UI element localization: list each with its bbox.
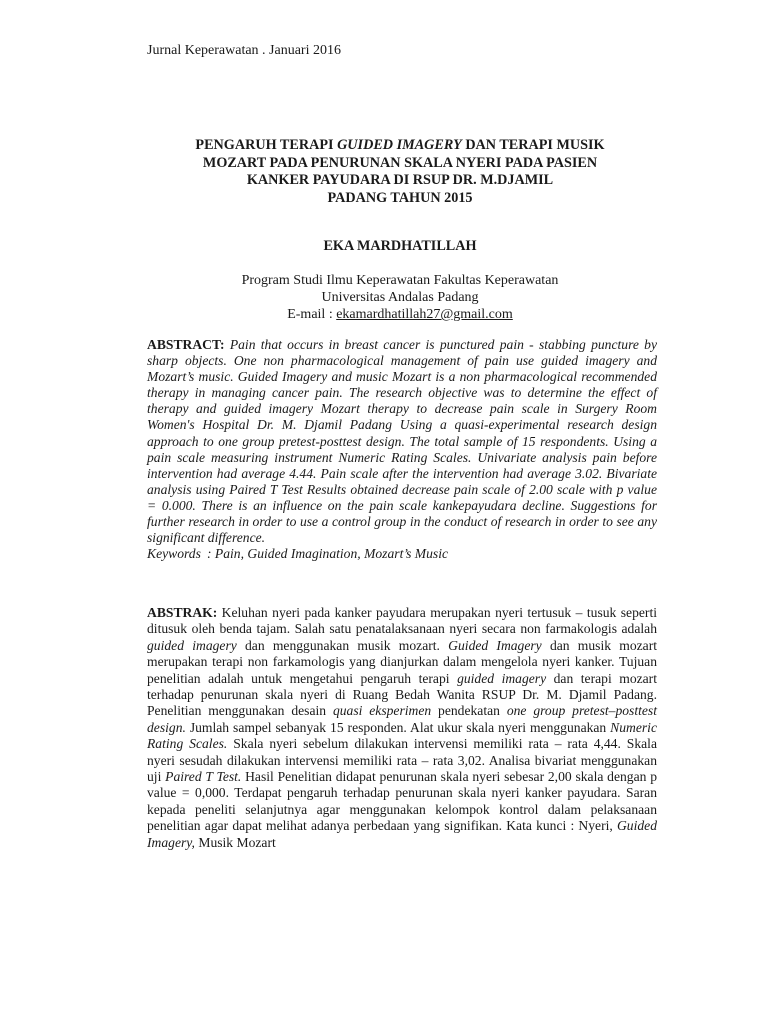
title-text: DAN TERAPI MUSIK — [461, 137, 605, 153]
title-italic-term: GUIDED IMAGERY — [337, 137, 462, 153]
author-name: EKA MARDHATILLAH — [323, 238, 477, 254]
abstract-indonesian — [147, 605, 657, 851]
abstract-italic-term: one group pretest–posttest design. — [147, 703, 657, 735]
title-line-3: KANKER PAYUDARA DI RSUP DR. M.DJAMIL — [246, 172, 554, 188]
abstract-italic-term: Guided Imagery — [448, 637, 542, 653]
email-label: E-mail : — [287, 307, 337, 322]
abstract-italic-term: guided imagery — [147, 637, 237, 653]
title-line-1 — [140, 137, 660, 155]
abstract-italic-term: guided imagery — [457, 670, 547, 686]
affiliation-block — [140, 272, 660, 323]
email-link[interactable]: ekamardhatillah27@gmail.com — [336, 307, 513, 322]
abstract-text: dan menggunakan musik mozart. — [236, 637, 449, 653]
abstract-text: Hasil Penelitian didapat penurunan skala nyeri sebesar 2,00 skala dengan p value = 0,000. Terdapat pengaruh terhadap penurunan skala nyeri kanker payudara. Saran kepada peneliti selanjutnya agar menggunakan kelompok kontrol dalam pelaksanaan penelitian agar dapat melihat adanya perbedaan yang signifikan. Kata kunci : Nyeri, — [147, 769, 658, 834]
keywords-text: : Pain, Guided Imagination, Mozart’s Music — [207, 546, 449, 562]
abstract-text: pendekatan — [431, 703, 507, 719]
affiliation-program: Program Studi Ilmu Keperawatan Fakultas Keperawatan — [241, 273, 559, 288]
title-line-4: PADANG TAHUN 2015 — [327, 189, 473, 206]
abstract-english — [147, 337, 657, 562]
abstract-text: Musik Mozart — [194, 834, 276, 850]
abstract-italic-term: Numeric Rating Scales. — [147, 719, 657, 752]
affiliation-email-line — [140, 306, 660, 323]
abstract-italic-term: quasi eksperimen — [332, 703, 432, 719]
abstract-english-text: Pain that occurs in breast cancer is punctured pain - stabbing puncture by sharp objects. One non pharmacological management of pain use guided imagery and Mozart’s music. Guided Imagery and music Mozart is a non pharmacological recommended therapy in managing cancer pain. The research objective was to determine the effect of therapy and guided imagery Mozart therapy to decrease pain scale in Surgery Room Women's Hospital Dr. M. Djamil Padang Using a quasi-experimental research design approach to one group pretest-posttest design. The total sample of 15 respondents. Using a pain scale measuring instrument Numeric Rating Scales. Univariate analysis pain before intervention had average 4.44. Pain scale after the intervention had average 3.02. Bivariate analysis using Paired T Test Results obtained decrease pain scale of 2.00 scale with p value = 0.000. There is an influence on the pain scale kankepayudara decline. Suggestions for further research in order to use a control group in the conduct of research in order to see any significant difference. — [147, 337, 657, 546]
abstract-italic-term: Guided Imagery, — [147, 818, 657, 850]
journal-running-head: Jurnal Keperawatan . Januari 2016 — [147, 43, 341, 58]
title-text: PENGARUH TERAPI — [195, 137, 338, 153]
abstract-italic-term: Paired T Test. — [165, 769, 242, 785]
abstract-indonesian-label: ABSTRAK: — [147, 605, 218, 620]
abstract-text: Keluhan nyeri pada kanker payudara merupakan nyeri tertusuk – tusuk seperti ditusuk oleh benda tajam. Salah satu penatalaksanaan nyeri secara non farmakologis adalah — [147, 605, 657, 637]
abstract-text: Skala nyeri sebelum dilakukan intervensi memiliki rata – rata 4,44. Skala nyeri sesudah dilakukan intervensi memiliki rata – rata 3,02. Analisa bivariat menggunakan uji — [147, 736, 657, 785]
abstract-text: dan musik mozart merupakan terapi non farkamologis yang dianjurkan dalam mengelola nyeri kanker. Tujuan penelitian adalah untuk mengetahui pengaruh terapi — [147, 637, 657, 686]
keywords-label: Keywords — [147, 546, 201, 562]
title-line-2: MOZART PADA PENURUNAN SKALA NYERI PADA PASIEN — [202, 154, 598, 171]
abstract-english-label: ABSTRACT: — [147, 337, 225, 352]
affiliation-university: Universitas Andalas Padang — [321, 290, 479, 305]
abstract-text: Jumlah sampel sebanyak 15 responden. Alat ukur skala nyeri menggunakan — [185, 719, 611, 735]
paper-title — [140, 137, 660, 207]
abstract-text: dan terapi mozart terhadap penurunan skala nyeri di Ruang Bedah Wanita RSUP Dr. M. Djamil Padang. Penelitian menggunakan desain — [147, 670, 657, 719]
